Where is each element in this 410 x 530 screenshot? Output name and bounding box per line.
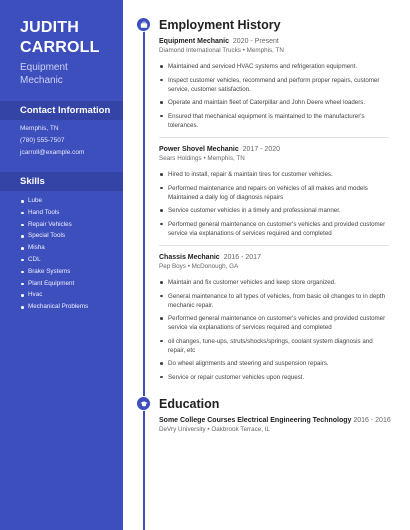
job-title: Equipment Mechanic [159, 38, 230, 45]
job-meta: Sears Holdings • Memphis, TN [159, 155, 245, 162]
job-bullet: Inspect customer vehicles, recommend and perform proper repairs, customer service, customer satisfaction. [159, 76, 389, 94]
role-line-1: Equipment [20, 62, 68, 73]
job-location: McDonough, GA [191, 263, 239, 270]
sidebar [0, 0, 123, 530]
name-line-2: CARROLL [20, 39, 100, 56]
contact-email[interactable]: jcarroll@example.com [20, 149, 85, 156]
job-company: Diamond International Trucks [159, 47, 241, 54]
job-dates: 2016 - 2017 [223, 254, 261, 261]
contact-phone: (780) 555-7507 [20, 137, 65, 144]
job-meta: Pep Boys • McDonough, GA [159, 263, 239, 270]
education-meta: DeVry University • Oakbrook Terrace, IL [159, 426, 271, 433]
skill-item: CDL [20, 254, 88, 266]
job-dates: 2017 - 2020 [242, 146, 281, 153]
skill-item: Repair Vehicles [20, 219, 88, 231]
job-bullets [159, 62, 389, 134]
employment-section-title: Employment History [159, 18, 281, 32]
skill-item: Brake Systems [20, 266, 88, 278]
job-title-line [159, 38, 279, 45]
skill-item: Hvac [20, 289, 88, 301]
job-meta: Diamond International Trucks • Memphis, TN [159, 47, 284, 54]
skills-list [20, 195, 88, 313]
education-degree: Some College Courses Electrical Engineering Technology [159, 417, 352, 424]
job-bullet: Maintained and serviced HVAC systems and refrigeration equipment. [159, 62, 389, 71]
job-company: Pep Boys [159, 263, 186, 270]
name-line-1: JUDITH [20, 19, 79, 36]
skills-section-header: Skills [0, 172, 123, 191]
briefcase-icon [136, 17, 151, 32]
timeline-line [143, 24, 145, 530]
job-bullet: Service customer vehicles in a timely and professional manner. [159, 206, 389, 215]
section-divider [159, 245, 389, 246]
job-dates: 2020 - Present [232, 38, 279, 45]
job-bullets [159, 278, 389, 386]
contact-section-header: Contact Information [0, 101, 123, 120]
section-divider [159, 137, 389, 138]
education-section-title: Education [159, 397, 220, 411]
skill-item: Hand Tools [20, 207, 88, 219]
job-title-line [159, 146, 280, 153]
job-company: Sears Holdings [159, 155, 202, 162]
job-bullet: Operate and maintain fleet of Caterpillar and John Deere wheel loaders. [159, 98, 389, 107]
education-location: Oakbrook Terrace, IL [211, 426, 271, 433]
job-bullet: Performed general maintenance on customer's vehicles and provided customer service via explanations of services required and completed [159, 314, 389, 332]
skill-item: Mechanical Problems [20, 301, 88, 313]
job-location: Memphis, TN [246, 47, 284, 54]
job-bullet: Hired to install, repair & maintain tires for customer vehicles. [159, 170, 389, 179]
education-dates: 2016 - 2016 [353, 417, 391, 424]
skill-item: Special Tools [20, 230, 88, 242]
skill-item: Lube [20, 195, 88, 207]
education-school: DeVry University [159, 426, 206, 433]
job-bullet: General maintenance to all types of vehicles, from basic oil changes to in depth mechanic repair. [159, 292, 389, 310]
candidate-role [20, 61, 68, 87]
candidate-name [20, 18, 100, 58]
job-bullet: Performed maintenance and repairs on vehicles of all makes and models Maintained a daily log of diagnosis repairs [159, 184, 389, 202]
job-title-line [159, 254, 261, 261]
graduation-cap-icon [136, 396, 151, 411]
job-bullet: Do wheel alignments and steering and suspension repairs. [159, 359, 389, 368]
job-title: Chassis Mechanic [159, 254, 220, 261]
skill-item: Misha [20, 242, 88, 254]
education-title-line [159, 417, 391, 424]
job-bullet: oil changes, tune-ups, struts/shocks/springs, coolant system diagnosis and repair, etc [159, 337, 389, 355]
job-bullet: Ensured that mechanical equipment is maintained to the manufacturer's tolerances. [159, 112, 389, 130]
contact-location: Memphis, TN [20, 125, 59, 132]
job-bullet: Maintain and fix customer vehicles and keep store organized. [159, 278, 389, 287]
job-bullets [159, 170, 389, 242]
role-line-2: Mechanic [20, 75, 63, 86]
job-title: Power Shovel Mechanic [159, 146, 239, 153]
job-bullet: Service or repair customer vehicles upon request. [159, 373, 389, 382]
skill-item: Plant Equipment [20, 278, 88, 290]
job-location: Memphis, TN [207, 155, 245, 162]
job-bullet: Performed general maintenance on customer's vehicles and provided customer service via explanations of services required and completed [159, 220, 389, 238]
